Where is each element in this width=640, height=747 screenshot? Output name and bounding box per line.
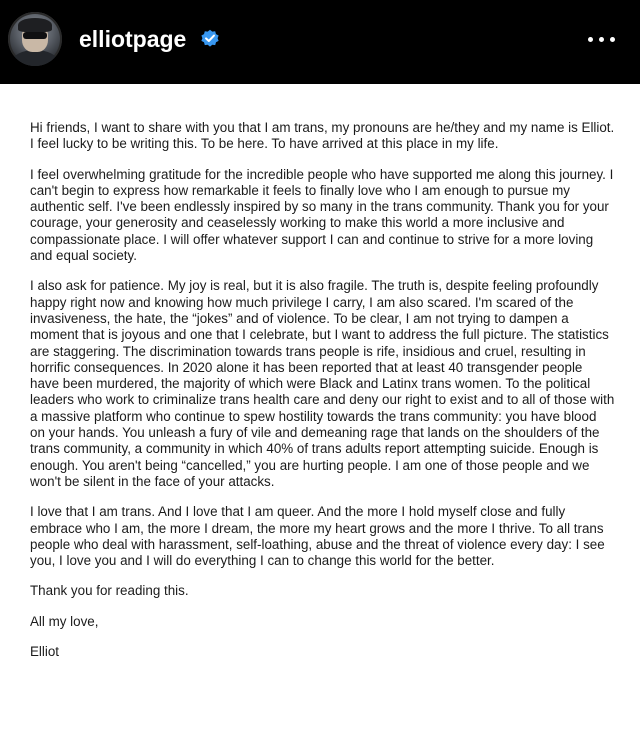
letter-signature: Elliot xyxy=(30,644,60,660)
avatar-hat xyxy=(18,18,52,32)
letter-paragraph: I also ask for patience. My joy is real, but it is also fragile. The truth is, despite feeling profoundly happy right now and knowing how much privilege I carry, I am also scared. I'm scared of the invasiveness, the hate, the “jokes” and of violence. To be clear, I am not trying to dampen a moment that is joyous and one that I celebrate, but I want to address the full picture. The statistics are staggering. The discrimination towards trans people is rife, insidious and cruel, resulting in horrific consequences. In 2020 alone it has been reported that at least 40 transgender people have been murdered, the majority of which were Black and Latinx trans women. To the political leaders who work to criminalize trans health care and deny our right to exist and to all of those with a massive platform who continue to spew hostility towards the trans community: you have blood on your hands. You unleash a fury of vile and demeaning rage that lands on the shoulders of the trans community, a community in which 40% of trans adults report attempting suicide. Enough is enough. You aren't being “cancelled,” you are hurting people. I am one of those people and we won't be silent in the face of your attacks. xyxy=(30,278,615,489)
verified-badge-icon xyxy=(200,29,220,49)
verified-badge-shape xyxy=(201,30,218,47)
username[interactable]: elliotpage xyxy=(79,26,187,52)
more-dot xyxy=(599,37,604,42)
letter-closing-thanks: Thank you for reading this. xyxy=(30,583,189,599)
coming-out-letter xyxy=(30,120,615,674)
letter-paragraph: I feel overwhelming gratitude for the incredible people who have supported me along this journey. I can't begin to express how remarkable it feels to finally love who I am enough to pursue my authentic self. I've been endlessly inspired by so many in the trans community. Thank you for your courage, your generosity and ceaselessly working to make this world a more inclusive and compassionate place. I will offer whatever support I can and continue to strive for a more loving and equal society. xyxy=(30,166,614,264)
avatar[interactable] xyxy=(8,12,62,66)
avatar-body xyxy=(12,50,58,66)
more-dot xyxy=(610,37,615,42)
letter-paragraph: Hi friends, I want to share with you that I am trans, my pronouns are he/they and my name is Elliot. I feel lucky to be writing this. To be here. To have arrived at this place in my life. xyxy=(30,120,615,152)
letter-paragraph: I love that I am trans. And I love that I am queer. And the more I hold myself close and fully embrace who I am, the more I dream, the more my heart grows and the more I thrive. To all trans people who deal with harassment, self-loathing, abuse and the threat of violence every day: I see you, I love you and I will do everything I can to change this world for the better. xyxy=(30,504,605,569)
avatar-sunglasses xyxy=(23,32,47,39)
profile-header xyxy=(0,0,640,84)
more-dot xyxy=(588,37,593,42)
more-options-icon[interactable] xyxy=(584,30,620,50)
letter-sign-off: All my love, xyxy=(30,613,99,629)
